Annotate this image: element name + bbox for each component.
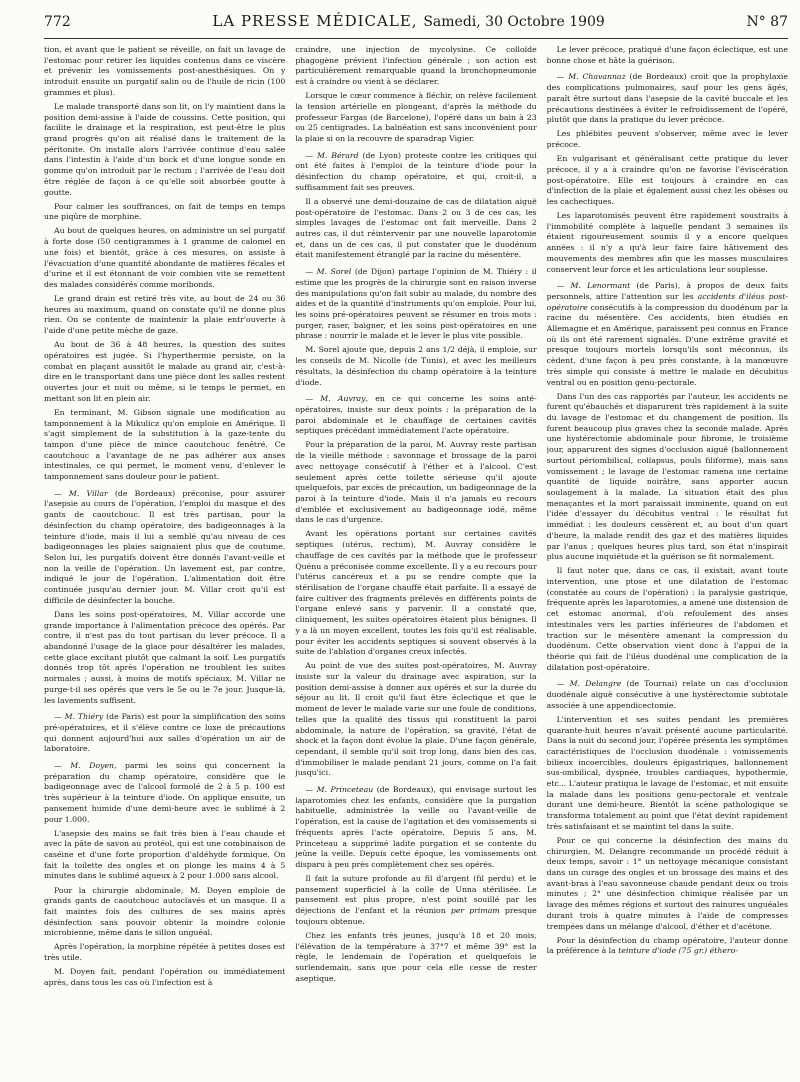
- text-run: —: [305, 394, 321, 404]
- paragraph: [295, 440, 536, 526]
- text-column-3: [547, 45, 788, 1075]
- paragraph: [44, 45, 285, 99]
- text-run: (de Lyon) proteste contre les critiques qui ont été faites à l'emploi de la teinture d'iode pour la désinfection du champ opératoire, et qui, croit-il, a suffisamment fait ses preuves.: [295, 150, 537, 192]
- text-run: En terminant, M. Gibson signale une modification au tamponnement à la Mikulicz qu'on emploie en Amérique. Il s'agit simplement de la substitution à la gaze-tente du tampon d'une pièce de mince caoutchouc fenêtré. Ce caoutchouc a l'avantage de ne pas adhérer aux anses intestinales, ce qui permet, le moment venu, d'enlever le tamponnement sans douleur pour le patient.: [44, 407, 286, 482]
- italic-text: M. Lenormant: [570, 281, 631, 291]
- text-run: Pour la chirurgie abdominale, M. Doyen emploie de grands gants de caoutchouc autoclavés et un masque. Il a fait maintes fois des cultures de ses mains après désinfection sans pouvoir obtenir la moindre colonie microbienne, même dans le sillon unguéal.: [44, 885, 286, 938]
- text-run: L'asepsie des mains se fait très bien à l'eau chaude et avec la pâte de savon au protéol, qui est une combinaison de caséine et d'une forte proportion d'aldéhyde formique. On fait la toilette des ongles et on plonge les mains 4 à 5 minutes dans le sublimé aqueux à 2 pour 1.000 sans alcool.: [44, 828, 286, 881]
- paragraph: [44, 489, 285, 607]
- paragraph: [547, 211, 788, 275]
- text-run: presque toujours obtenue.: [295, 906, 537, 926]
- italic-text: M. Auvray: [320, 394, 366, 404]
- paragraph: [547, 715, 788, 833]
- page-number: 772: [44, 14, 71, 30]
- paragraph: [547, 566, 788, 673]
- running-title: [212, 12, 604, 30]
- issue-date: Samedi, 30 Octobre 1909: [423, 14, 605, 30]
- text-run: Avant les opérations portant sur certaines cavités septiques (utérus, rectum), M. Auvray considère le chauffage de ces cavités par la méthode que le professeur Quénu a préconisée comme excellente. Il y a eu recours pour l'utérus cancéreux et a pu se rendre compte que la stérilisation de l'organe chauffé était parfaite. Il a essayé de faire cultiver des fragments prélevés en différents points de l'organe enlevé sans y parvenir. Il a constaté que, cliniquement, les suites opératoires étaient plus bénignes. Il y a là un moyen excellent, toutes les fois qu'il est réalisable, pour éviter les accidents septiques si souvent observés à la suite de l'ablation d'organes creux infectés.: [295, 529, 537, 657]
- paragraph: [295, 91, 536, 145]
- italic-text: M. Bérard: [316, 150, 359, 160]
- text-run: Les laparotomisés peuvent être rapidement soustraits à l'immobilité complète à laquelle pendant 3 semaines ils étaient rigoureusement soumis il y a encore quelques années : il n'y a qu'à leur faire faire hâtivement des mouvements des membres afin que les masses musculaires conservent leur force et les articulations leur souplesse.: [546, 211, 788, 274]
- text-run: Il a observé une demi-douzaine de cas de dilatation aiguë post-opératoire de l'estomac. Dans 2 ou 3 de ces cas, les simples lavages de l'estomac ont fait merveille. Dans 2 autres cas, il dut réintervenir par une nouvelle laparotomie et, dans un de ces cas, il put constater que le duodénum était manifestement étranglé par la racine du mésentère.: [295, 196, 537, 260]
- paragraph: [547, 679, 788, 711]
- paragraph: [295, 267, 536, 342]
- text-run: Au bout de 36 à 48 heures, la question des suites opératoires est jugée. Si l'hyperthermie persiste, on la combat en plaçant aussitôt le malade au grand air, c'est-à-dire en le transportant dans une pièce dont les salles restent ouvertes jour et nuit ou même, si le temps le permet, en mettant son lit en plein air.: [44, 340, 286, 403]
- text-run: craindre, une injection de mycolysine. Ce colloïde phagogène prévient l'infection générale ; son action est particulièrement remarquable quand la bronchopneumonie est à craindre ou vient à se déclarer.: [295, 45, 537, 87]
- paragraph: [295, 529, 536, 657]
- paragraph: [547, 45, 788, 66]
- text-run: —: [556, 72, 569, 82]
- paragraph: [44, 712, 285, 755]
- text-run: —: [54, 712, 65, 722]
- text-run: Le malade transporté dans son lit, on l'y maintient dans la position demi-assise à l'aide de coussins. Cette position, qui facilite le drainage et la respiration, est peut-être le plus grand progrès qu'on ait réalisé dans le traitement de la péritonite. On installe alors l'arrivée continue d'eau salée dans l'intestin à l'aide d'un bock et d'une longue sonde en gomme qu'on introduit par le rectum ; l'arrivée de l'eau doit être réglée de façon à ce qu'elle soit absorbée goutte à goutte.: [44, 101, 286, 197]
- paragraph: [547, 836, 788, 932]
- italic-text: M. Doyen: [70, 761, 114, 771]
- paragraph: [44, 886, 285, 940]
- text-run: —: [556, 679, 570, 689]
- text-run: (de Bordeaux) préconise, pour assurer l'asepsie au cours de l'opération, l'emploi du masque et des gants de caoutchouc. Il est très partisan, pour la désinfection du champ opératoire, des badigeonnages à la teinture d'iode, mais il lui a semblé qu'au niveau de ces badigeonnages les plaies saignaient plus que de coutume. Selon lui, les purgatifs doivent être donnés l'avant-veille et non la veille de l'opération. Un lavement est, par contre, indiqué le jour de l'opération. L'alimentation doit être continuée jusqu'au dernier jour. M. Villar croit qu'il est difficile de désinfecter la bouche.: [44, 488, 286, 605]
- paragraph: [44, 942, 285, 963]
- paragraph: [295, 197, 536, 261]
- paragraph: [44, 967, 285, 988]
- text-run: —: [305, 267, 317, 277]
- paragraph: [547, 936, 788, 957]
- text-run: Pour ce qui concerne la désinfection des mains du chirurgien, M. Delangre recommande un procédé réduit à deux temps, savoir : 1° un nettoyage mécanique consistant dans un curage des ongles et un brossage des mains et des avant-bras à l'eau savonneuse chaude pendant deux ou trois minutes ; 2° une désinfection chimique réalisée par un lavage des mêmes régions et surtout des rainures unguéales durant trois à quatre minutes à l'aide de compresses trempées dans un mélange d'alcool, d'éther et d'acétone.: [546, 835, 788, 931]
- text-run: (de Bordeaux) croit que la prophylaxie des complications pulmonaires, sauf pour les gens âgés, paraît être surtout dans l'asepsie de la cavité buccale et les précautions destinées à éviter le refroidissement de l'opéré, plutôt que dans la pratique du lever précoce.: [546, 72, 788, 125]
- text-run: Les phlébites peuvent s'observer, même avec le lever précoce.: [546, 129, 788, 150]
- text-run: Au bout de quelques heures, on administre un sel purgatif à forte dose (50 centigrammes à 1 gramme de calomel en une fois) et bientôt, grâce à ces mesures, on assiste à l'évacuation d'une quantité abondante de matières fécales et d'urine et il est étonnant de voir combien vite se remettent des malades considérés comme moribonds.: [44, 226, 286, 289]
- paragraph: [547, 72, 788, 126]
- text-run: (de Bordeaux), qui envisage surtout les laparotomies chez les enfants, considère que la purgation habituelle, administrée la veille ou l'avant-veille de l'opération, est la cause de l'agitation et des vomissements si fréquents après l'acte opératoire. Depuis 5 ans, M. Princeteau a supprimé ladite purgation et se contente du jeûne la veille. Depuis cette époque, les vomissements ont disparu à peu près complètement chez ses opérés.: [295, 785, 537, 869]
- paragraph: [295, 394, 536, 437]
- text-run: Dans les soins post-opératoires, M. Villar accorde une grande importance à l'alimentation précoce des opérés. Par contre, il n'est pas du tout partisan du lever précoce. Il a abandonné l'usage de la glace pour désaltérer les malades, cette glace excitant plutôt que calmant la soif. Les purgatifs donnés trop tôt après l'opération ne troublent les suites normales ; aussi, à moins de motifs spéciaux, M. Villar ne purge-t-il ses opérés que vers le 5e ou le 7e jour. Jusque-là, les lavements suffisent.: [44, 609, 286, 705]
- text-run: consécutifs à la compression du duodénum par la racine du mésentère. Ces accidents, bien étudiés en Allemagne et en Amérique, paraissent peu connus en France où ils ont été rarement signalés. D'une extrême gravité et presque toujours mortels lorsqu'ils sont méconnus, ils cèdent, d'une façon à peu près constante, à la manœuvre très simple qui consiste à mettre le malade en décubitus ventral ou en position genu-pectorale.: [546, 302, 788, 387]
- paragraph: [44, 226, 285, 290]
- paragraph: [295, 785, 536, 871]
- text-run: Lorsque le cœur commence à fléchir, on relève facilement la tension artérielle en plongeant, d'après la méthode du professeur Fargas (de Barcelone), l'opéré dans un bain à 23 ou 25 centigrades. La balnéation est sans inconvénient pour la plaie si on la recouvre de sparadrap Vigier.: [295, 91, 537, 144]
- text-run: Pour la désinfection du champ opératoire, l'auteur donne la préférence à la: [546, 935, 788, 956]
- page-header: [44, 12, 788, 39]
- paragraph: [44, 610, 285, 706]
- paragraph: [295, 661, 536, 779]
- text-run: Après l'opération, la morphine répétée à petites doses est très utile.: [44, 942, 286, 963]
- text-run: —: [54, 488, 69, 498]
- text-run: —: [305, 785, 317, 795]
- text-columns: [44, 45, 788, 1075]
- text-run: (de Tournai) relate un cas d'occlusion duodénale aiguë consécutive à une hystérectomie subtotale associée à une appendicectomie.: [546, 679, 788, 710]
- text-run: , parmi les soins qui concernent la préparation du champ opératoire, considère que le badigeonnage avec de l'alcool formolé de 2 à 5 p. 100 est très supérieur à la teinture d'iode. On applique ensuite, un pansement humide d'une demi-heure avec le sublimé à 2 pour 1.000.: [44, 761, 286, 824]
- journal-title: LA PRESSE MÉDICALE,: [212, 12, 418, 30]
- paragraph: [44, 102, 285, 198]
- text-run: (de Dijon) partage l'opinion de M. Thiéry : il estime que les progrès de la chirurgie sont en raison inverse des manipulations qu'on fait subir au malade, du nombre des aides et de la quantité d'instruments qu'on emploie. Pour lui, les soins pré-opératoires peuvent se résumer en trois mots : purger, raser, baigner, et les soins post-opératoires en une phrase : nourrir le malade et le lever le plus vite possible.: [295, 267, 537, 341]
- paragraph: [295, 151, 536, 194]
- issue-number: N° 87: [746, 14, 788, 30]
- text-run: —: [305, 150, 317, 160]
- italic-text: M. Sorel: [316, 267, 352, 277]
- text-run: Dans l'un des cas rapportés par l'auteur, les accidents ne furent qu'ébauchés et disparurent très rapidement à la suite du lavage de l'estomac et du changement de position. Ils furent beaucoup plus graves chez la seconde malade. Après une hystérectomie abdominale pour fibrome, le troisième jour, apparurent des signes d'occlusion aiguë (ballonnement surtout périombilical, collapsus, pouls filiforme), mais sans vomissement ; le lavage de l'estomac ramena une certaine quantité de liquide noirâtre, sans apporter aucun soulagement à la malade. La situation était des plus menaçantes et la mort paraissait imminente, quand on eut l'idée d'essayer du décubitus ventral : le résultat fut immédiat : les douleurs cessèrent et, au bout d'un quart d'heure, la malade rendit des gaz et des matières liquides par l'anus ; quelques heures plus tard, son état n'inspirait plus aucune inquiétude et la guérison se fit normalement.: [546, 391, 788, 562]
- text-column-1: [44, 45, 285, 1075]
- text-run: Il faut noter que, dans ce cas, il existait, avant toute intervention, une ptose et une dilatation de l'estomac (constatée au cours de l'opération) : la paralysie gastrique, fréquente après les laparotomies, a amené une distension de cet estomac anormal, d'où refoulement des anses intestinales vers les parties inférieures de l'abdomen et traction sur le mésentère amenant la compression du duodénum. Cette observation vient donc à l'appui de la théorie qui fait de l'iléus duodénal une complication de la dilatation post-opératoire.: [546, 566, 788, 672]
- paragraph: [44, 294, 285, 337]
- paragraph: [547, 129, 788, 150]
- text-run: L'intervention et ses suites pendant les premières quarante-huit heures n'avait présenté aucune particularité. Dans la nuit du second jour, l'opérée présenta les symptômes caractéristiques de l'occlusion duodénale : vomissements bilieux incoercibles, douleurs épigastriques, ballonnement sus-ombilical, dyspnée, troubles cardiaques, hypothermie, etc... L'auteur pratiqua le lavage de l'estomac, et mit ensuite la malade dans les positions genu-pectorale et ventrale durant une demi-heure. Bientôt la scène pathologique se transforma totalement au point que l'état devint rapidement très satisfaisant et se maintint tel dans la suite.: [546, 714, 788, 831]
- text-column-2: [295, 45, 536, 1075]
- text-run: Pour la préparation de la paroi, M. Auvray reste partisan de la vieille méthode : savonnage et brossage de la paroi avec nettoyage consécutif à l'éther et à l'alcool. C'est seulement après cette toilette sérieuse qu'il ajoute quelquefois, par excès de précaution, un badigeonnage de la paroi à la teinture d'iode. Mais il n'a jamais eu recours d'emblée et exclusivement au badigeonnage iodé, même dans le cas d'urgence.: [295, 440, 537, 525]
- paragraph: [44, 829, 285, 883]
- text-run: Le lever précoce, pratiqué d'une façon éclectique, est une bonne chose et hâte la guérison.: [546, 45, 788, 65]
- italic-text: teinture d'iode (75 gr.) éthero-: [618, 946, 738, 956]
- italic-text: M. Thiéry: [64, 712, 104, 722]
- text-run: (de Paris), à propos de deux faits personnels, attire l'attention sur les: [546, 281, 788, 301]
- italic-text: per primam: [450, 906, 500, 916]
- text-run: En vulgarisant et généralisant cette pratique du lever précoce, il y a à craindre qu'on ne favorise l'éviscération post-opératoire. Elle est toujours à craindre en cas d'infection de la plaie et également aussi chez les obèses ou les cachectiques.: [546, 154, 788, 206]
- italic-text: M. Delangre: [569, 679, 622, 689]
- paragraph: [44, 761, 285, 825]
- text-run: —: [54, 761, 71, 771]
- text-run: tion, et avant que le patient se réveille, on fait un lavage de l'estomac pour retirer les liquides contenus dans ce viscère et prévenir les vomissements post-anesthésiques. On y introduit ensuite un purgatif salin ou de l'huile de ricin (100 grammes et plus).: [44, 45, 286, 97]
- paragraph: [44, 202, 285, 223]
- text-run: Chez les enfants très jeunes, jusqu'à 18 et 20 mois, l'élévation de la température à 37°7 et même 39° est la règle, le lendemain de l'opération et quelquefois le surlendemain, sans que pour cela elle cesse de rester aseptique.: [295, 930, 537, 983]
- text-run: M. Sorel ajoute que, depuis 2 ans 1/2 déjà, il emploie, sur les conseils de M. Nicolle (de Tunis), et avec les meilleurs résultats, la désinfection du champ opératoire à la teinture d'iode.: [295, 345, 537, 387]
- italic-text: M. Chavannaz: [568, 72, 626, 82]
- paragraph: [295, 874, 536, 928]
- paragraph: [44, 408, 285, 483]
- italic-text: accidents d'iléus post-opératoire: [546, 291, 788, 312]
- text-run: Au point de vue des suites post-opératoires, M. Auvray insiste sur la valeur du drainage avec aspiration, sur la position demi-assise à donner aux opérés et sur la durée du séjour au lit. Il croit qu'il faut être éclectique et que le moment de lever le malade varie sur une foule de conditions, telles que la qualité des tissus qui constituent la paroi abdominale, la nature de l'opération, sa gravité, l'état de shock et la façon dont évolue la plaie. D'une façon générale, cependant, il semble qu'il soit trop long, dans bien des cas, d'immobiliser le malade pendant 21 jours, comme on l'a fait jusqu'ici.: [295, 661, 537, 778]
- italic-text: M. Princeteau: [316, 785, 374, 795]
- paragraph: [295, 45, 536, 88]
- paragraph: [44, 340, 285, 404]
- text-run: —: [556, 281, 571, 291]
- text-run: M. Doyen fait, pendant l'opération ou immédiatement après, dans tous les cas où l'infection est à: [44, 967, 286, 987]
- paragraph: [547, 281, 788, 388]
- paragraph: [295, 345, 536, 388]
- paragraph: [295, 931, 536, 985]
- text-run: Il fait la suture profonde au fil d'argent (fil perdu) et le pansement superficiel à la colle de Unna stérilisée. Le pansement est plus propre, n'est point souillé par les déjections de l'enfant et la réunion: [295, 874, 537, 916]
- text-run: , en ce qui concerne les soins anté-opératoires, insiste sur deux points : la préparation de la paroi abdominale et le chauffage de certaines cavités septiques précédant immédiatement l'acte opératoire.: [295, 394, 537, 436]
- text-run: Le grand drain est retiré très vite, au bout de 24 ou 36 heures au maximum, quand on constate qu'il ne donne plus rien. On se contente de maintenir la plaie entr'ouverte à l'aide d'une petite mèche de gaze.: [44, 294, 286, 336]
- text-run: (de Paris) est pour la simplification des soins pré-opératoires, et il s'élève contre ce luxe de précautions qui donnent aujourd'hui aux salles d'opération un air de laboratoire.: [44, 712, 286, 754]
- italic-text: M. Villar: [68, 488, 108, 498]
- paragraph: [547, 392, 788, 563]
- paragraph: [547, 154, 788, 208]
- text-run: Pour calmer les souffrances, on fait de temps en temps une piqûre de morphine.: [44, 201, 286, 222]
